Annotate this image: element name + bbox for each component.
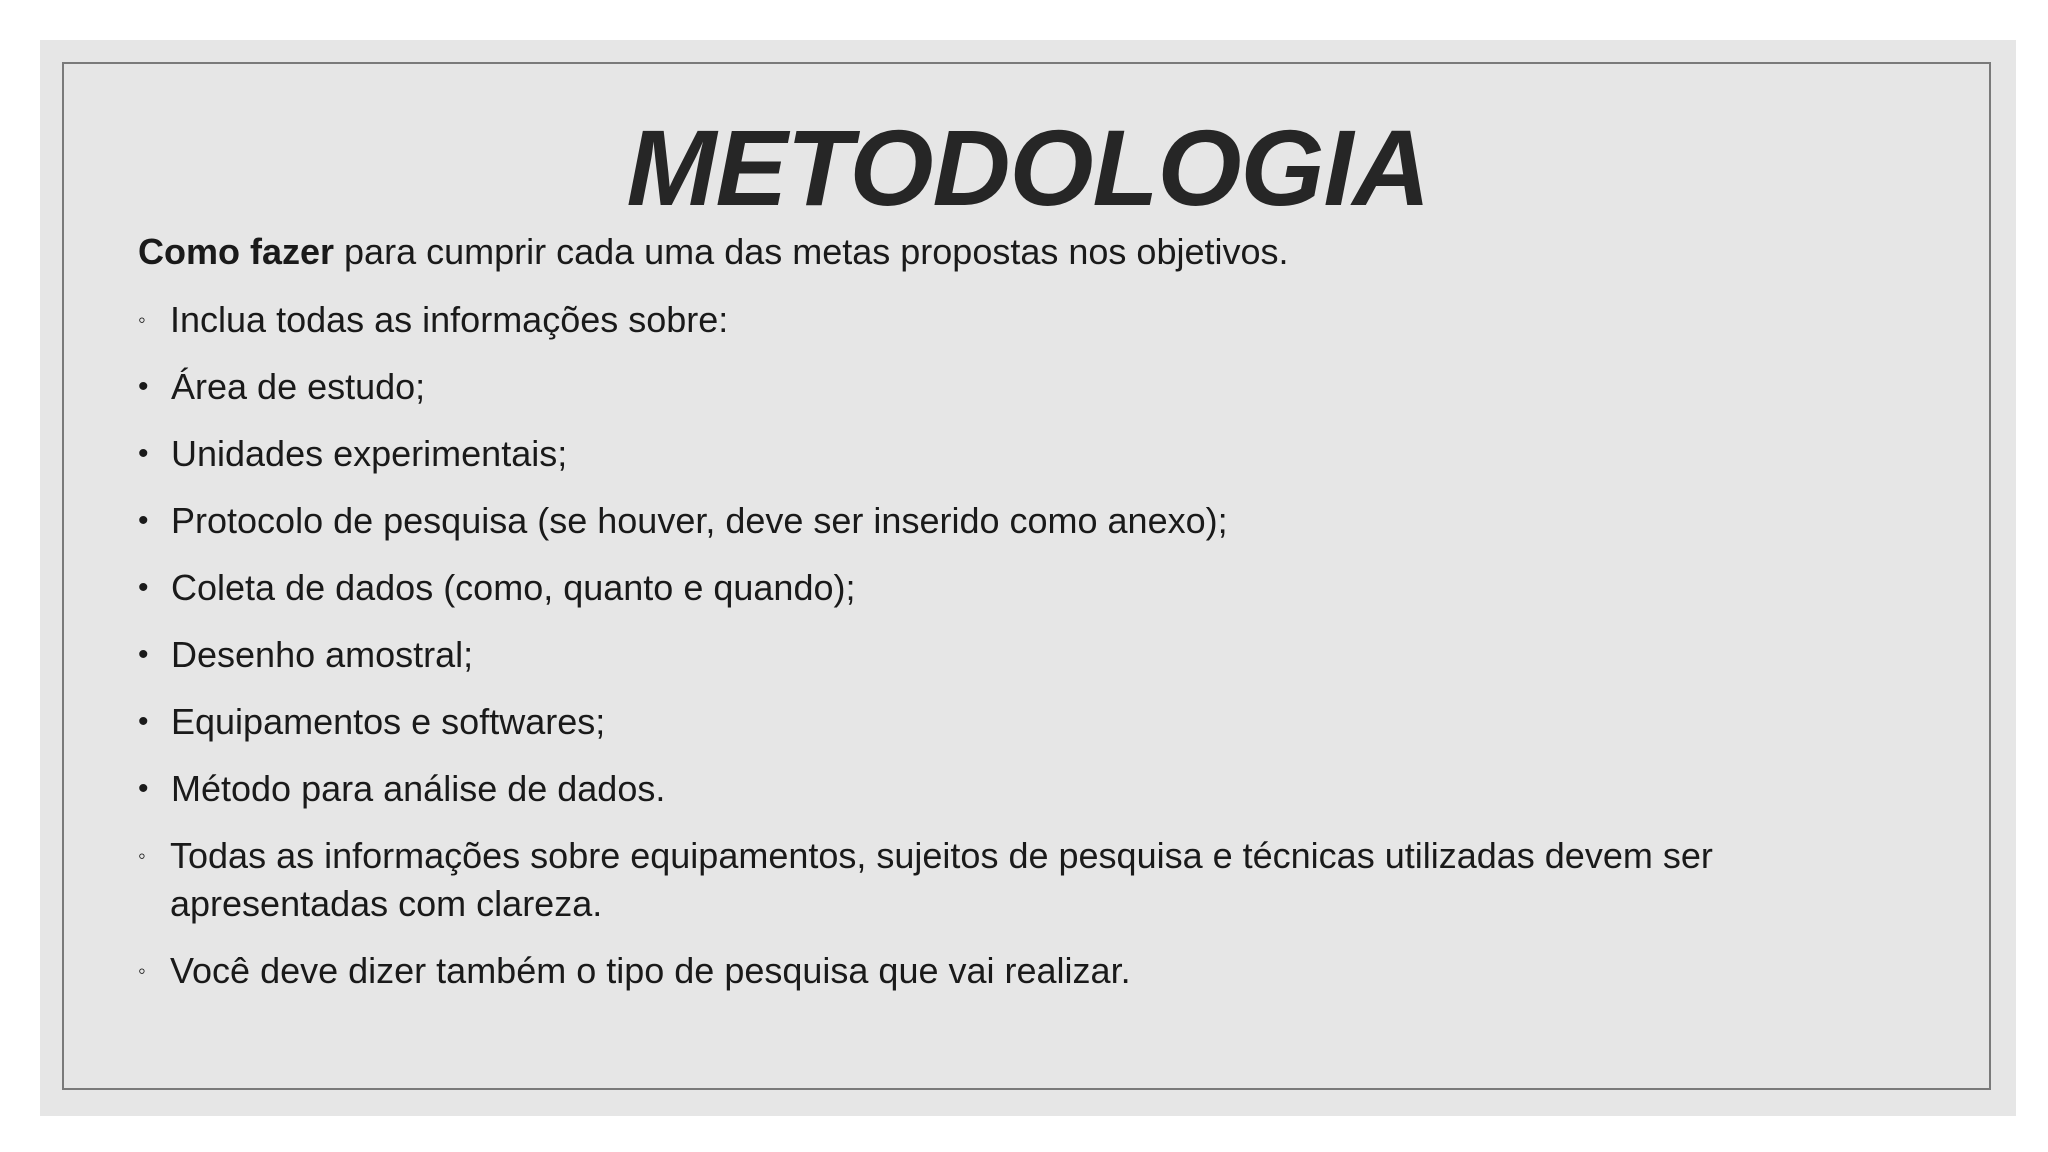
list-item — [138, 947, 1898, 995]
list-item-text: Método para análise de dados. — [171, 768, 666, 809]
dot-bullet-icon: • — [138, 370, 149, 403]
list-item — [138, 497, 1898, 545]
slide-content — [138, 228, 1898, 1014]
intro-paragraph — [138, 228, 1898, 276]
list-item — [138, 698, 1898, 746]
list-item — [138, 765, 1898, 813]
dot-bullet-icon: • — [138, 571, 149, 604]
slide-title: METODOLOGIA — [626, 107, 1430, 228]
list-item-text: Inclua todas as informações sobre: — [170, 299, 729, 340]
circle-bullet-icon: ◦ — [138, 307, 146, 332]
dot-bullet-icon: • — [138, 638, 149, 671]
list-item-text: Coleta de dados (como, quanto e quando); — [171, 567, 856, 608]
bullet-list — [138, 296, 1898, 995]
slide — [40, 40, 2016, 1116]
circle-bullet-icon: ◦ — [138, 843, 146, 868]
list-item-text: Você deve dizer também o tipo de pesquisa que vai realizar. — [170, 950, 1131, 991]
dot-bullet-icon: • — [138, 504, 149, 537]
list-item-text: Todas as informações sobre equipamentos, sujeitos de pesquisa e técnicas utilizadas devem ser apresentadas com clareza. — [170, 835, 1713, 924]
list-item — [138, 430, 1898, 478]
intro-bold-text: Como fazer — [138, 231, 335, 272]
list-item — [138, 832, 1898, 928]
list-item-text: Equipamentos e softwares; — [171, 701, 606, 742]
list-item — [138, 363, 1898, 411]
list-item — [138, 296, 1898, 344]
list-item-text: Desenho amostral; — [171, 634, 474, 675]
dot-bullet-icon: • — [138, 437, 149, 470]
list-item — [138, 631, 1898, 679]
list-item — [138, 564, 1898, 612]
list-item-text: Protocolo de pesquisa (se houver, deve ser inserido como anexo); — [171, 500, 1228, 541]
intro-text: para cumprir cada uma das metas propostas nos objetivos. — [334, 231, 1289, 272]
list-item-text: Unidades experimentais; — [171, 433, 568, 474]
dot-bullet-icon: • — [138, 705, 149, 738]
list-item-text: Área de estudo; — [171, 366, 426, 407]
dot-bullet-icon: • — [138, 772, 149, 805]
circle-bullet-icon: ◦ — [138, 958, 146, 983]
